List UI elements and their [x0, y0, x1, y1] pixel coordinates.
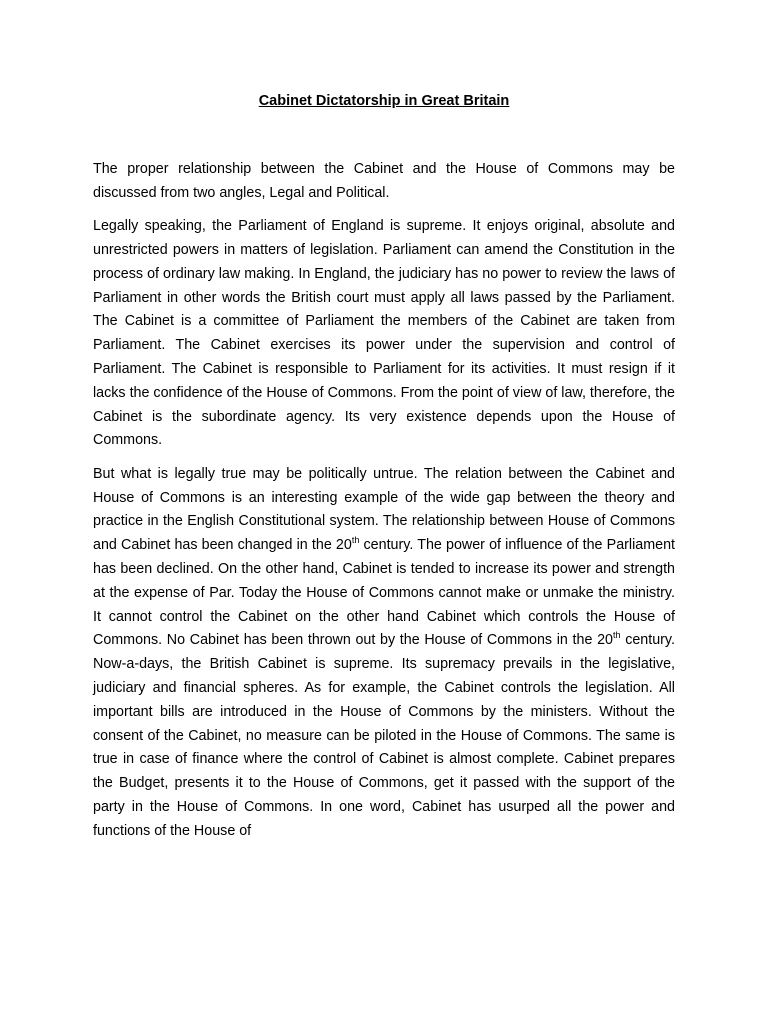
ordinal-suffix-2: th	[613, 630, 621, 641]
document-title: Cabinet Dictatorship in Great Britain	[258, 93, 510, 109]
paragraph-3	[93, 463, 675, 844]
ordinal-suffix-1: th	[351, 535, 360, 546]
paragraph-3-part-1: But what is legally true may be politically untrue. The relation between the Cabinet and House of Commons is an interesting example of the wide gap between the theory and practice in the English Constitutional system. The relationship between House of Commons and Cabinet has been changed in the 20	[93, 465, 675, 554]
paragraph-2: Legally speaking, the Parliament of England is supreme. It enjoys original, absolute and unrestricted powers in matters of legislation. Parliament can amend the Constitution in the process of ordinary law making. In England, the judiciary has no power to review the laws of Parliament in other words the British court must apply all laws passed by the Parliament. The Cabinet is a committee of Parliament the members of the Cabinet are taken from Parliament. The Cabinet exercises its power under the supervision and control of Parliament. The Cabinet is responsible to Parliament for its activities. It must resign if it lacks the confidence of the House of Commons. From the point of view of law, therefore, the Cabinet is the subordinate agency. Its very existence depends upon the House of Commons.	[93, 218, 675, 449]
paragraph-1: The proper relationship between the Cabinet and the House of Commons may be discussed from two angles, Legal and Political.	[93, 161, 675, 201]
paragraph-3-part-3: century. Now-a-days, the British Cabinet is supreme. Its supremacy prevails in the legislative, judiciary and financial spheres. As for example, the Cabinet controls the legislation. All important bills are introduced in the House of Commons by the ministers. Without the consent of the Cabinet, no measure can be piloted in the House of Commons. The same is true in case of finance where the control of Cabinet is almost complete. Cabinet prepares the Budget, presents it to the House of Commons, get it passed with the support of the party in the House of Commons. In one word, Cabinet has usurped all the power and functions of the House of	[93, 632, 675, 839]
document-body	[93, 158, 675, 853]
paragraph-3-part-2: century. The power of influence of the Parliament has been declined. On the other hand, Cabinet is tended to increase its power and strength at the expense of Par. Today the House of Commons cannot make or unmake the ministry. It cannot control the Cabinet on the other hand Cabinet which controls the House of Commons. No Cabinet has been thrown out by the House of Commons in the 20	[93, 537, 675, 649]
